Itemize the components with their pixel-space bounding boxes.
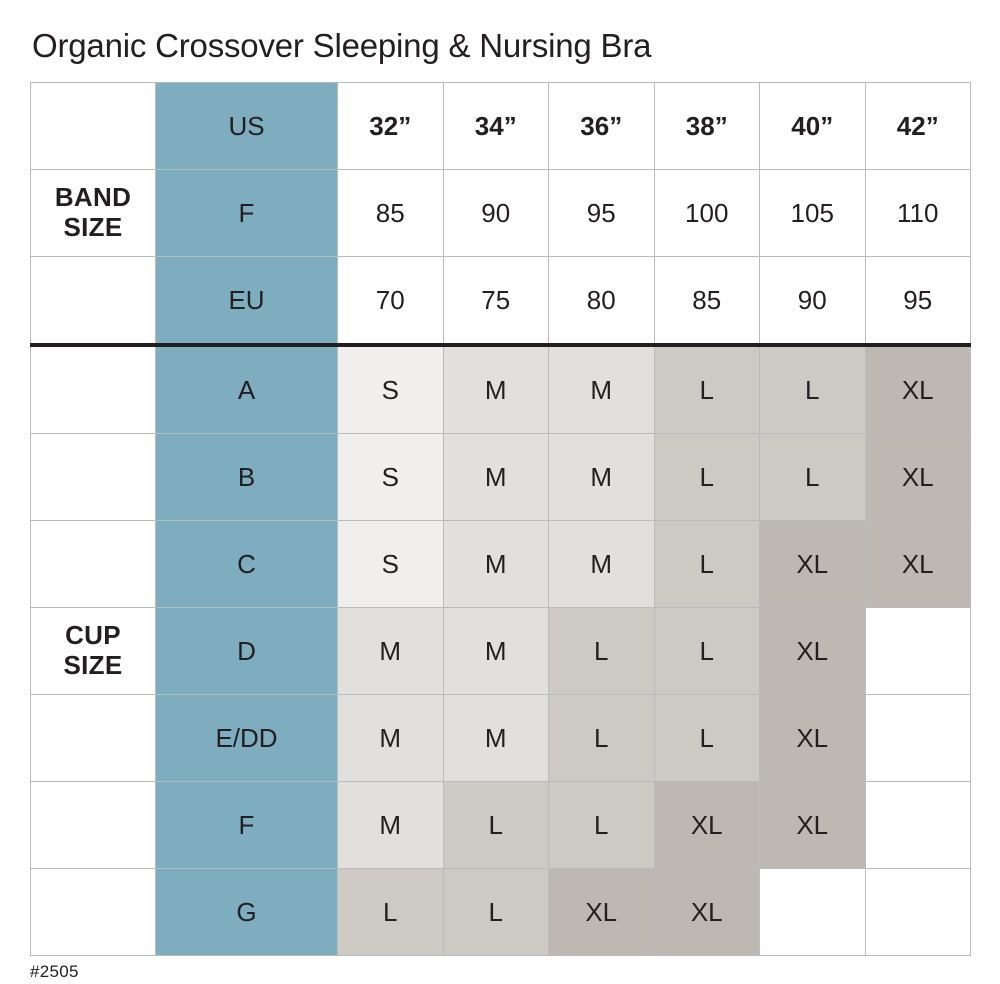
cup-spacer-b (31, 434, 156, 521)
band-us-42: 42” (865, 83, 971, 170)
cup-spacer-a (31, 345, 156, 434)
cup-d-32: M (338, 608, 444, 695)
table-row (31, 434, 971, 521)
band-us-34: 34” (443, 83, 549, 170)
cup-a-32: S (338, 345, 444, 434)
band-eu-32: 70 (338, 257, 444, 346)
cup-f-40: XL (760, 782, 866, 869)
cup-spacer-f (31, 782, 156, 869)
cup-g-42 (865, 869, 971, 956)
cup-d-42 (865, 608, 971, 695)
cup-g-32: L (338, 869, 444, 956)
band-eu-38: 85 (654, 257, 760, 346)
cup-c-38: L (654, 521, 760, 608)
band-us-36: 36” (549, 83, 655, 170)
cup-d-40: XL (760, 608, 866, 695)
cup-g-36: XL (549, 869, 655, 956)
cup-b-36: M (549, 434, 655, 521)
cup-b-38: L (654, 434, 760, 521)
cup-a-34: M (443, 345, 549, 434)
cup-a-42: XL (865, 345, 971, 434)
cup-row-label-a: A (156, 345, 338, 434)
table-row (31, 521, 971, 608)
table-row (31, 695, 971, 782)
band-size-label-line1: BAND (54, 182, 132, 213)
band-f-34: 90 (443, 170, 549, 257)
cup-a-40: L (760, 345, 866, 434)
cup-c-32: S (338, 521, 444, 608)
cup-c-40: XL (760, 521, 866, 608)
band-us-32: 32” (338, 83, 444, 170)
cup-size-label (31, 608, 156, 695)
band-us-38: 38” (654, 83, 760, 170)
cup-g-40 (760, 869, 866, 956)
cup-b-42: XL (865, 434, 971, 521)
cup-f-38: XL (654, 782, 760, 869)
band-row-label-eu: EU (156, 257, 338, 346)
cup-size-label-line2: SIZE (63, 650, 123, 681)
band-f-32: 85 (338, 170, 444, 257)
table-row (31, 869, 971, 956)
cup-a-36: M (549, 345, 655, 434)
band-eu-34: 75 (443, 257, 549, 346)
table-row (31, 782, 971, 869)
table-row (31, 257, 971, 346)
cup-c-42: XL (865, 521, 971, 608)
cup-edd-38: L (654, 695, 760, 782)
cup-row-label-g: G (156, 869, 338, 956)
table-row (31, 608, 971, 695)
band-size-spacer (31, 257, 156, 346)
band-eu-42: 95 (865, 257, 971, 346)
cup-edd-32: M (338, 695, 444, 782)
table-row (31, 170, 971, 257)
cup-spacer-c (31, 521, 156, 608)
band-f-38: 100 (654, 170, 760, 257)
cup-b-32: S (338, 434, 444, 521)
cup-g-34: L (443, 869, 549, 956)
band-f-42: 110 (865, 170, 971, 257)
band-row-label-f: F (156, 170, 338, 257)
cup-b-40: L (760, 434, 866, 521)
band-row-label-us: US (156, 83, 338, 170)
band-eu-36: 80 (549, 257, 655, 346)
cup-f-42 (865, 782, 971, 869)
cup-b-34: M (443, 434, 549, 521)
cup-edd-42 (865, 695, 971, 782)
band-f-40: 105 (760, 170, 866, 257)
band-f-36: 95 (549, 170, 655, 257)
cup-c-34: M (443, 521, 549, 608)
cup-f-36: L (549, 782, 655, 869)
page-title: Organic Crossover Sleeping & Nursing Bra (32, 27, 652, 64)
cup-edd-40: XL (760, 695, 866, 782)
cup-f-32: M (338, 782, 444, 869)
corner-spacer (31, 83, 156, 170)
cup-d-38: L (654, 608, 760, 695)
table-row (31, 83, 971, 170)
cup-spacer-g (31, 869, 156, 956)
cup-row-label-d: D (156, 608, 338, 695)
cup-row-label-c: C (156, 521, 338, 608)
cup-d-36: L (549, 608, 655, 695)
table-row (31, 345, 971, 434)
band-us-40: 40” (760, 83, 866, 170)
band-eu-40: 90 (760, 257, 866, 346)
cup-edd-34: M (443, 695, 549, 782)
cup-a-38: L (654, 345, 760, 434)
cup-c-36: M (549, 521, 655, 608)
cup-d-34: M (443, 608, 549, 695)
band-size-label (31, 170, 156, 257)
size-chart-table (30, 82, 971, 956)
cup-row-label-b: B (156, 434, 338, 521)
cup-spacer-edd (31, 695, 156, 782)
cup-row-label-edd: E/DD (156, 695, 338, 782)
cup-edd-36: L (549, 695, 655, 782)
cup-size-label-line1: CUP (65, 620, 121, 651)
cup-f-34: L (443, 782, 549, 869)
cup-row-label-f: F (156, 782, 338, 869)
style-number: #2505 (30, 962, 79, 981)
cup-g-38: XL (654, 869, 760, 956)
band-size-label-line2: SIZE (63, 212, 123, 243)
